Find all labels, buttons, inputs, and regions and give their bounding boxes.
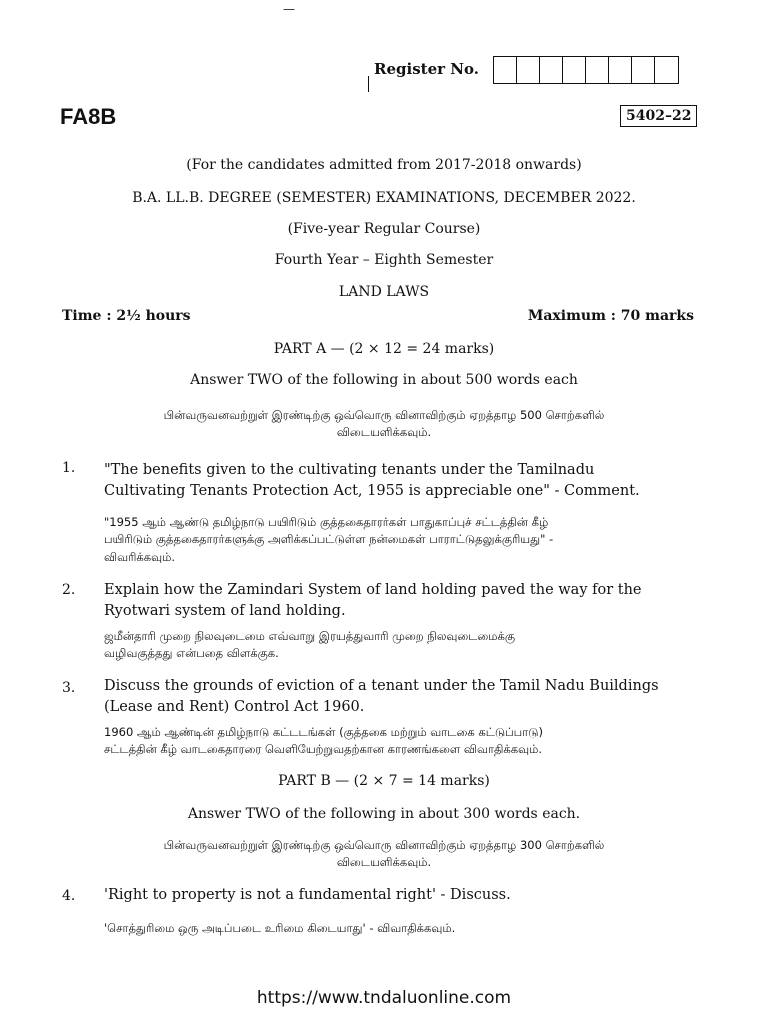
question-tamil-line: "1955 ஆம் ஆண்டு தமிழ்நாடு பயிரிடும் குத்தகைதாரர்கள் பாதுகாப்புச் சட்டத்தின் கீழ்	[104, 515, 549, 529]
register-box[interactable]	[655, 57, 678, 83]
exam-code: FA8B	[60, 104, 117, 129]
part-b-instruction: Answer TWO of the following in about 300 words each.	[187, 806, 581, 822]
question-text	[104, 460, 704, 502]
question-text	[104, 580, 704, 622]
question-tamil-line: வழிவகுத்தது என்பதை விளக்குக.	[104, 646, 279, 661]
register-box[interactable]	[540, 57, 563, 83]
part-a-instruction-tamil-line: விடையளிக்கவும்.	[336, 425, 432, 440]
question-tamil-line: 1960 ஆம் ஆண்டின் தமிழ்நாடு கட்டடங்கள் (குத்தகை மற்றும் வாடகை கட்டுப்பாடு)	[104, 725, 543, 739]
question-text-tamil	[104, 724, 543, 759]
question-line: Explain how the Zamindari System of land holding paved the way for the	[104, 582, 642, 598]
register-label: Register No.	[374, 60, 479, 78]
part-b-instruction-tamil-line: பின்வருவனவற்றுள் இரண்டிற்கு ஒவ்வொரு வினாவிற்கும் ஏறத்தாழ 300 சொற்களில்	[163, 838, 605, 852]
register-box[interactable]	[494, 57, 517, 83]
question-text: 'Right to property is not a fundamental right' - Discuss.	[104, 887, 511, 903]
year-semester: Fourth Year – Eighth Semester	[274, 252, 494, 268]
subject-title: LAND LAWS	[338, 284, 430, 300]
question-text-tamil	[104, 628, 515, 663]
course: (Five-year Regular Course)	[287, 221, 481, 237]
question-number: 4.	[62, 888, 76, 904]
pen-mark	[368, 76, 369, 92]
candidates-note: (For the candidates admitted from 2017-2018 onwards)	[186, 157, 582, 173]
part-a-heading: PART A — (2 × 12 = 24 marks)	[273, 341, 495, 357]
question-number: 2.	[62, 582, 76, 598]
exam-title: B.A. LL.B. DEGREE (SEMESTER) EXAMINATIONS, DECEMBER 2022.	[132, 190, 636, 206]
question-tamil-line: சட்டத்தின் கீழ் வாடகைதாரரை வெளியேற்றுவதற்கான காரணங்களை விவாதிக்கவும்.	[104, 742, 543, 757]
part-a-instruction: Answer TWO of the following in about 500 words each	[190, 372, 578, 388]
part-b-instruction-tamil	[0, 837, 768, 872]
question-line: Discuss the grounds of eviction of a tenant under the Tamil Nadu Buildings	[104, 678, 659, 694]
part-a-instruction-tamil	[0, 407, 768, 442]
footer-url[interactable]: https://www.tndaluonline.com	[256, 988, 512, 1008]
part-b-heading: PART B — (2 × 7 = 14 marks)	[278, 773, 490, 789]
part-b-instruction-tamil-line: விடையளிக்கவும்.	[336, 855, 432, 870]
register-box[interactable]	[563, 57, 586, 83]
register-box[interactable]	[586, 57, 609, 83]
question-tamil-line: பயிரிடும் குத்தகைதாரர்களுக்கு அளிக்கப்பட்டுள்ள நன்மைகள் பாராட்டுதலுக்குரியது" -	[104, 532, 554, 547]
question-number: 1.	[62, 460, 76, 476]
question-text-tamil: 'சொத்துரிமை ஒரு அடிப்படை உரிமை கிடையாது' - விவாதிக்கவும்.	[104, 921, 456, 935]
question-text	[104, 676, 704, 718]
scan-mark: —	[283, 2, 295, 16]
question-tamil-line: விவரிக்கவும்.	[104, 549, 175, 564]
register-box[interactable]	[609, 57, 632, 83]
time-allowed: Time : 2½ hours	[62, 308, 191, 324]
maximum-marks: Maximum : 70 marks	[527, 308, 694, 324]
question-text-tamil	[104, 514, 553, 566]
question-line: Cultivating Tenants Protection Act, 1955 is appreciable one" - Comment.	[104, 483, 640, 500]
register-box[interactable]	[632, 57, 655, 83]
question-number: 3.	[62, 680, 76, 696]
paper-code: 5402–22	[620, 105, 697, 127]
question-line: Ryotwari system of land holding.	[104, 603, 346, 620]
question-line: "The benefits given to the cultivating tenants under the Tamilnadu	[104, 462, 595, 478]
question-line: (Lease and Rent) Control Act 1960.	[104, 699, 365, 716]
register-number-boxes[interactable]	[493, 56, 679, 84]
register-box[interactable]	[517, 57, 540, 83]
question-tamil-line: ஜமீன்தாரி முறை நிலவுடைமை எவ்வாறு இரயத்துவாரி முறை நிலவுடைமைக்கு	[104, 629, 516, 643]
part-a-instruction-tamil-line: பின்வருவனவற்றுள் இரண்டிற்கு ஒவ்வொரு வினாவிற்கும் ஏறத்தாழ 500 சொற்களில்	[163, 408, 605, 422]
